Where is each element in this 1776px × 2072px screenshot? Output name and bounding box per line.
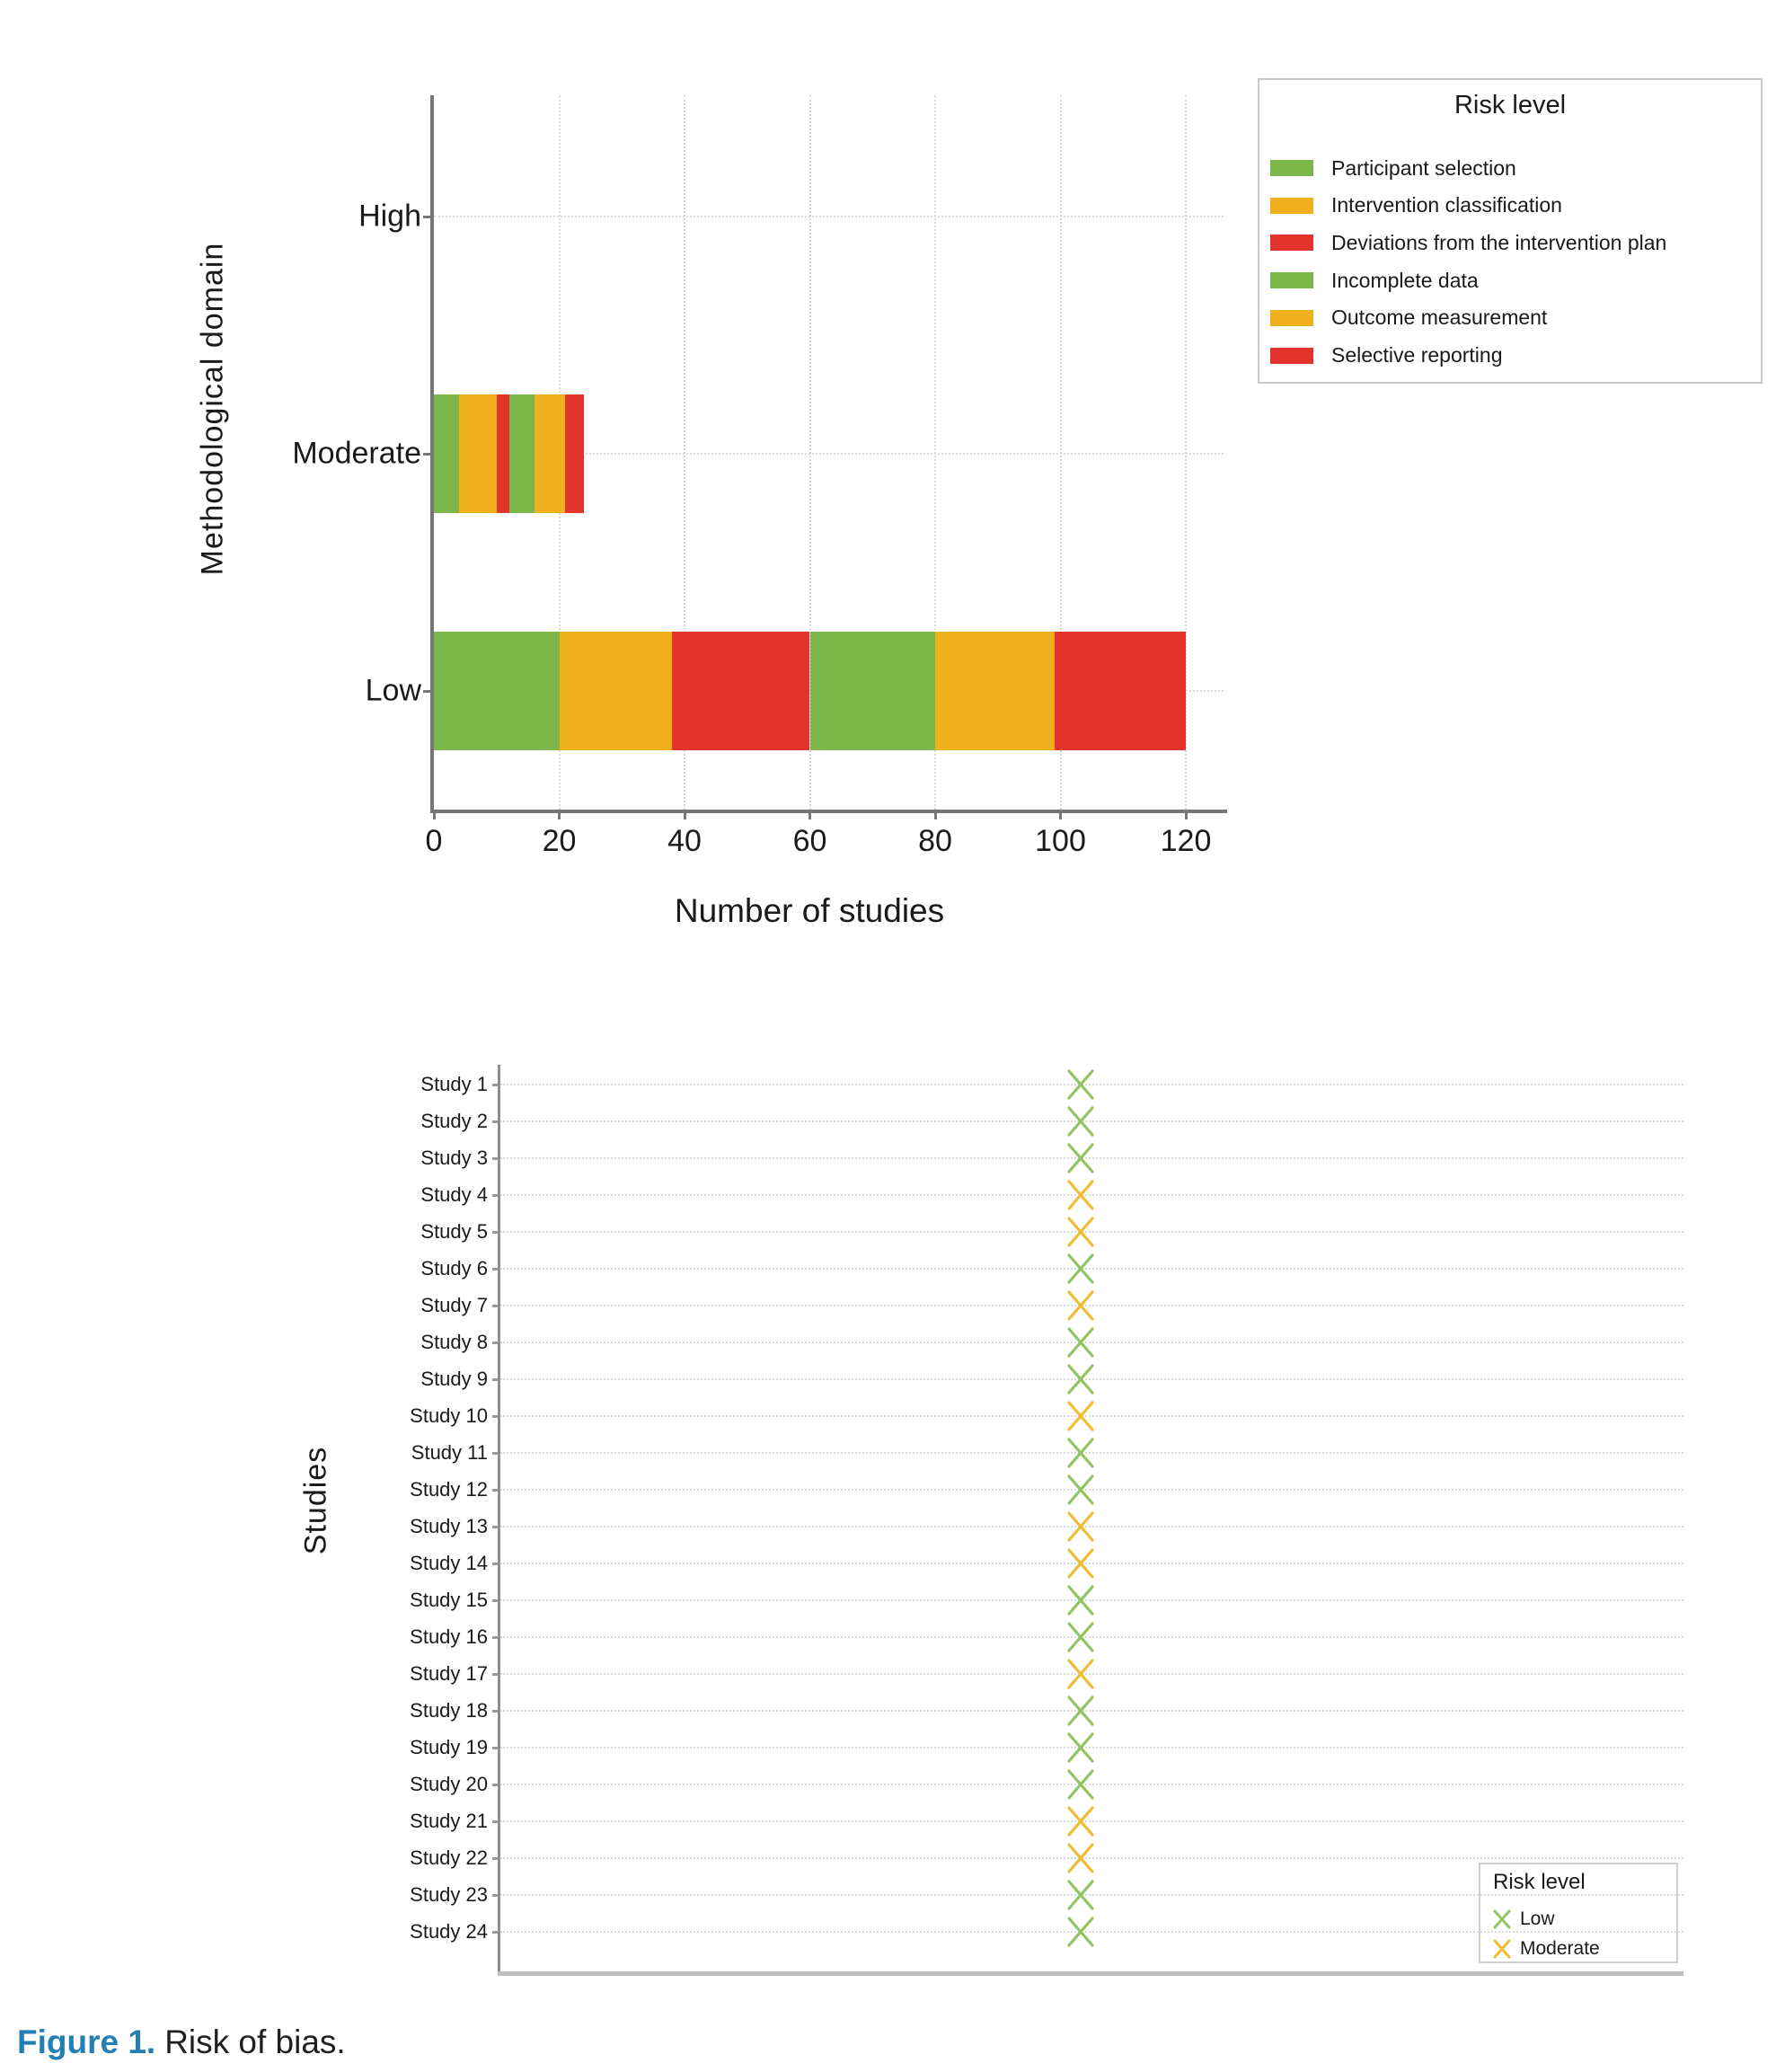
study-label-study-19: Study 19 — [410, 1736, 488, 1758]
x-mark-icon — [1065, 1288, 1096, 1323]
x-mark-icon — [1065, 1915, 1096, 1949]
scatter-y-axis-line — [498, 1065, 500, 1971]
risk-marker-study-4-moderate — [1065, 1178, 1096, 1212]
risk-marker-study-1-low — [1065, 1067, 1096, 1102]
bar-legend-swatch-intervention-classification — [1270, 198, 1313, 214]
risk-marker-study-16-low — [1065, 1620, 1096, 1654]
x-mark-icon — [1065, 1583, 1096, 1617]
x-mark-icon — [1065, 1141, 1096, 1175]
bar-legend-entry-incomplete-data — [1270, 268, 1479, 293]
bar-segment-low-outcome-measurement — [935, 632, 1055, 750]
bar-segment-moderate-selective-reporting — [565, 394, 584, 513]
bar-chart-y-gridline-high — [434, 216, 1224, 217]
bar-segment-moderate-participant-selection — [434, 394, 459, 513]
bar-chart-x-tick-label-100: 100 — [1035, 824, 1086, 858]
bar-segment-low-participant-selection — [434, 632, 560, 750]
x-mark-icon — [1065, 1804, 1096, 1838]
scatter-legend-entry-moderate — [1491, 1937, 1600, 1961]
bar-segment-moderate-intervention-classification — [459, 394, 497, 513]
study-label-study-15: Study 15 — [410, 1589, 488, 1611]
risk-marker-study-19-low — [1065, 1731, 1096, 1765]
bar-chart-x-tick-label-60: 60 — [792, 824, 827, 858]
risk-marker-study-13-moderate — [1065, 1510, 1096, 1544]
risk-marker-study-5-moderate — [1065, 1215, 1096, 1249]
risk-marker-study-9-low — [1065, 1362, 1096, 1396]
scatter-legend-marker-low — [1491, 1908, 1513, 1931]
risk-marker-study-17-moderate — [1065, 1657, 1096, 1691]
x-mark-icon — [1491, 1908, 1513, 1931]
bar-legend-entry-deviations-from-the-intervention-plan — [1270, 230, 1666, 255]
study-label-study-20: Study 20 — [410, 1773, 488, 1795]
bar-chart-y-tick-label-moderate: Moderate — [292, 436, 421, 471]
risk-marker-study-15-low — [1065, 1583, 1096, 1617]
study-label-study-12: Study 12 — [410, 1478, 488, 1501]
x-mark-icon — [1065, 1731, 1096, 1765]
x-mark-icon — [1065, 1252, 1096, 1286]
bar-legend-label-participant-selection: Participant selection — [1331, 155, 1516, 180]
x-mark-icon — [1065, 1178, 1096, 1212]
scatter-legend-entry-low — [1491, 1908, 1555, 1931]
risk-marker-study-3-low — [1065, 1141, 1096, 1175]
x-mark-icon — [1065, 1399, 1096, 1433]
x-mark-icon — [1065, 1215, 1096, 1249]
bar-chart-y-tick-label-low: Low — [365, 673, 421, 708]
study-label-study-18: Study 18 — [410, 1699, 488, 1722]
study-label-study-14: Study 14 — [410, 1552, 488, 1574]
risk-marker-study-18-low — [1065, 1694, 1096, 1728]
risk-marker-study-12-low — [1065, 1473, 1096, 1507]
study-label-study-5: Study 5 — [420, 1220, 488, 1243]
bar-chart-x-axis-title: Number of studies — [674, 892, 945, 929]
risk-marker-study-23-low — [1065, 1878, 1096, 1912]
bar-segment-low-selective-reporting — [1055, 632, 1186, 750]
risk-marker-study-10-moderate — [1065, 1399, 1096, 1433]
study-label-study-13: Study 13 — [410, 1515, 488, 1537]
bar-segment-moderate-deviations-from-the-intervention-plan — [497, 394, 509, 513]
bar-chart-legend-title: Risk level — [1453, 91, 1567, 120]
bar-chart-x-tick-label-0: 0 — [425, 824, 443, 858]
x-mark-icon — [1491, 1937, 1513, 1961]
study-label-study-3: Study 3 — [420, 1147, 488, 1169]
study-label-study-9: Study 9 — [420, 1368, 488, 1390]
x-mark-icon — [1065, 1841, 1096, 1875]
bar-segment-low-deviations-from-the-intervention-plan — [672, 632, 809, 750]
figure-caption — [17, 2023, 346, 2061]
bar-segment-moderate-incomplete-data — [509, 394, 535, 513]
bar-segment-low-intervention-classification — [560, 632, 673, 750]
scatter-legend-label-low: Low — [1520, 1908, 1555, 1929]
x-mark-icon — [1065, 1436, 1096, 1470]
scatter-legend-label-moderate: Moderate — [1520, 1938, 1600, 1959]
bar-legend-entry-intervention-classification — [1270, 193, 1562, 218]
x-mark-icon — [1065, 1510, 1096, 1544]
bar-legend-label-selective-reporting: Selective reporting — [1331, 343, 1503, 367]
bar-legend-label-deviations-from-the-intervention-plan: Deviations from the intervention plan — [1331, 230, 1667, 254]
bar-chart-y-axis-title: Methodological domain — [195, 242, 230, 576]
bar-legend-swatch-selective-reporting — [1270, 348, 1313, 364]
bar-legend-swatch-deviations-from-the-intervention-plan — [1270, 235, 1313, 251]
bar-chart-x-axis-line — [430, 810, 1227, 813]
figure-caption-label: Figure 1. — [17, 2023, 156, 2060]
scatter-x-axis-line — [498, 1971, 1683, 1976]
study-label-study-10: Study 10 — [410, 1404, 488, 1427]
x-mark-icon — [1065, 1694, 1096, 1728]
x-mark-icon — [1065, 1620, 1096, 1654]
scatter-chart-legend-title: Risk level — [1493, 1870, 1586, 1894]
study-label-study-21: Study 21 — [410, 1810, 488, 1832]
study-label-study-23: Study 23 — [410, 1883, 488, 1906]
risk-marker-study-14-moderate — [1065, 1546, 1096, 1581]
scatter-chart-y-axis-title: Studies — [298, 1446, 333, 1555]
x-mark-icon — [1065, 1362, 1096, 1396]
study-label-study-11: Study 11 — [411, 1441, 488, 1464]
bar-legend-entry-outcome-measurement — [1270, 305, 1547, 331]
study-label-study-4: Study 4 — [420, 1183, 488, 1206]
study-label-study-1: Study 1 — [420, 1073, 488, 1095]
bar-chart-y-tick-label-high: High — [358, 199, 421, 234]
risk-marker-study-7-moderate — [1065, 1288, 1096, 1323]
bar-segment-low-incomplete-data — [810, 632, 936, 750]
x-mark-icon — [1065, 1104, 1096, 1138]
study-label-study-2: Study 2 — [420, 1110, 488, 1132]
bar-chart-x-tick-label-120: 120 — [1160, 824, 1212, 858]
bar-legend-swatch-outcome-measurement — [1270, 310, 1313, 326]
x-mark-icon — [1065, 1546, 1096, 1581]
figure-caption-text: Risk of bias. — [164, 2023, 346, 2060]
risk-marker-study-20-low — [1065, 1767, 1096, 1802]
bar-legend-swatch-participant-selection — [1270, 160, 1313, 176]
bar-chart-y-axis-line — [430, 95, 434, 813]
x-mark-icon — [1065, 1473, 1096, 1507]
x-mark-icon — [1065, 1878, 1096, 1912]
bar-segment-moderate-outcome-measurement — [535, 394, 566, 513]
risk-marker-study-21-moderate — [1065, 1804, 1096, 1838]
bar-legend-entry-selective-reporting — [1270, 343, 1503, 368]
study-label-study-22: Study 22 — [410, 1846, 488, 1869]
risk-marker-study-11-low — [1065, 1436, 1096, 1470]
study-label-study-8: Study 8 — [420, 1331, 488, 1353]
scatter-chart-legend — [1479, 1863, 1678, 1963]
x-mark-icon — [1065, 1767, 1096, 1802]
bar-legend-swatch-incomplete-data — [1270, 272, 1313, 288]
study-label-study-6: Study 6 — [420, 1257, 488, 1280]
scatter-legend-marker-moderate — [1491, 1937, 1513, 1961]
study-label-study-16: Study 16 — [410, 1625, 488, 1648]
x-mark-icon — [1065, 1067, 1096, 1102]
study-label-study-17: Study 17 — [410, 1662, 488, 1685]
x-mark-icon — [1065, 1657, 1096, 1691]
bar-chart-x-tick-label-80: 80 — [918, 824, 952, 858]
study-label-study-24: Study 24 — [410, 1920, 488, 1943]
risk-marker-study-8-low — [1065, 1325, 1096, 1359]
bar-chart-legend — [1258, 78, 1763, 384]
study-label-study-7: Study 7 — [420, 1294, 488, 1316]
bar-legend-entry-participant-selection — [1270, 155, 1516, 181]
risk-marker-study-22-moderate — [1065, 1841, 1096, 1875]
bar-legend-label-intervention-classification: Intervention classification — [1331, 193, 1562, 217]
bar-legend-label-incomplete-data: Incomplete data — [1331, 268, 1479, 292]
risk-marker-study-2-low — [1065, 1104, 1096, 1138]
bar-chart-x-tick-label-20: 20 — [542, 824, 577, 858]
bar-chart-x-tick-label-40: 40 — [667, 824, 702, 858]
risk-marker-study-24-low — [1065, 1915, 1096, 1949]
bar-legend-label-outcome-measurement: Outcome measurement — [1331, 305, 1548, 330]
risk-marker-study-6-low — [1065, 1252, 1096, 1286]
x-mark-icon — [1065, 1325, 1096, 1359]
